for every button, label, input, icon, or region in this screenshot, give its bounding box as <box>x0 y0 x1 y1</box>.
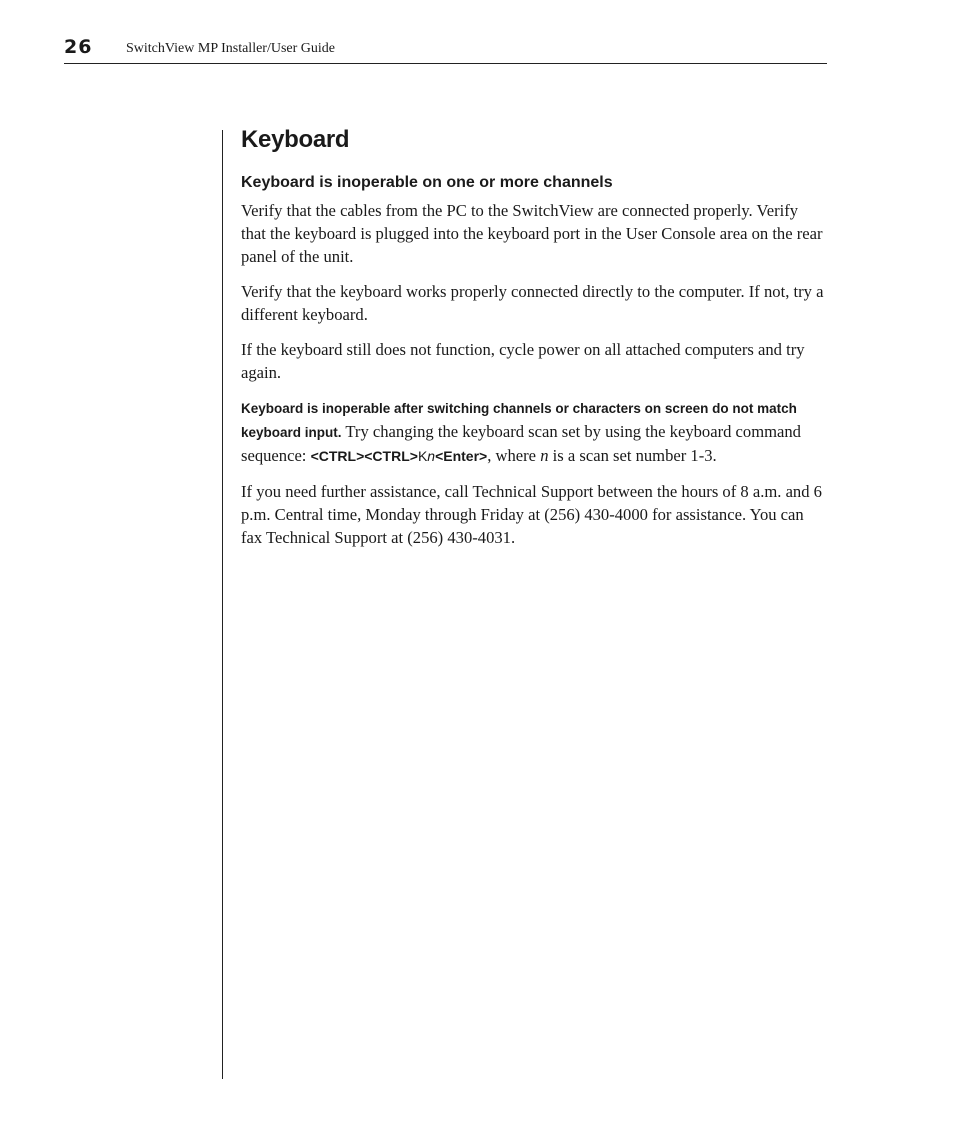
runin-heading: Keyboard is inoperable after switching channels or characters on screen do not match keyboard input. <box>241 401 797 440</box>
paragraph-direct-connect: Verify that the keyboard works properly connected directly to the computer. If not, try a different keyboard. <box>241 282 824 324</box>
key-enter: <Enter> <box>435 448 488 464</box>
page-number: 26 <box>64 36 93 58</box>
section-title: Keyboard <box>241 126 350 153</box>
paragraph-cables: Verify that the cables from the PC to the SwitchView are connected properly. Verify that the keyboard is plugged into the keyboard port in the User Console area on the rear panel of the unit. <box>241 201 823 266</box>
running-title: SwitchView MP Installer/User Guide <box>126 41 335 56</box>
margin-rule <box>222 130 223 1079</box>
paragraph-scan-set <box>241 396 826 468</box>
page-header <box>64 36 827 64</box>
scan-set-text-middle: , where <box>487 446 541 465</box>
subheading: Keyboard is inoperable on one or more channels <box>241 174 613 191</box>
key-n: n <box>427 448 436 464</box>
scan-set-text-after: is a scan set number 1-3. <box>548 446 717 465</box>
key-ctrl-ctrl: <CTRL><CTRL> <box>310 448 418 464</box>
scan-set-text: Try changing the keyboard scan set by using the keyboard command sequence: <box>241 422 801 465</box>
variable-n: n <box>540 446 549 465</box>
section-content <box>241 124 826 561</box>
paragraph-support: If you need further assistance, call Technical Support between the hours of 8 a.m. and 6 p.m. Central time, Monday through Friday at (256) 430-4000 for assistance. You can fax Technical Support at (256) 430-4031. <box>241 482 822 547</box>
key-k: K <box>417 448 428 464</box>
paragraph-cycle-power: If the keyboard still does not function, cycle power on all attached computers and try again. <box>241 340 805 382</box>
